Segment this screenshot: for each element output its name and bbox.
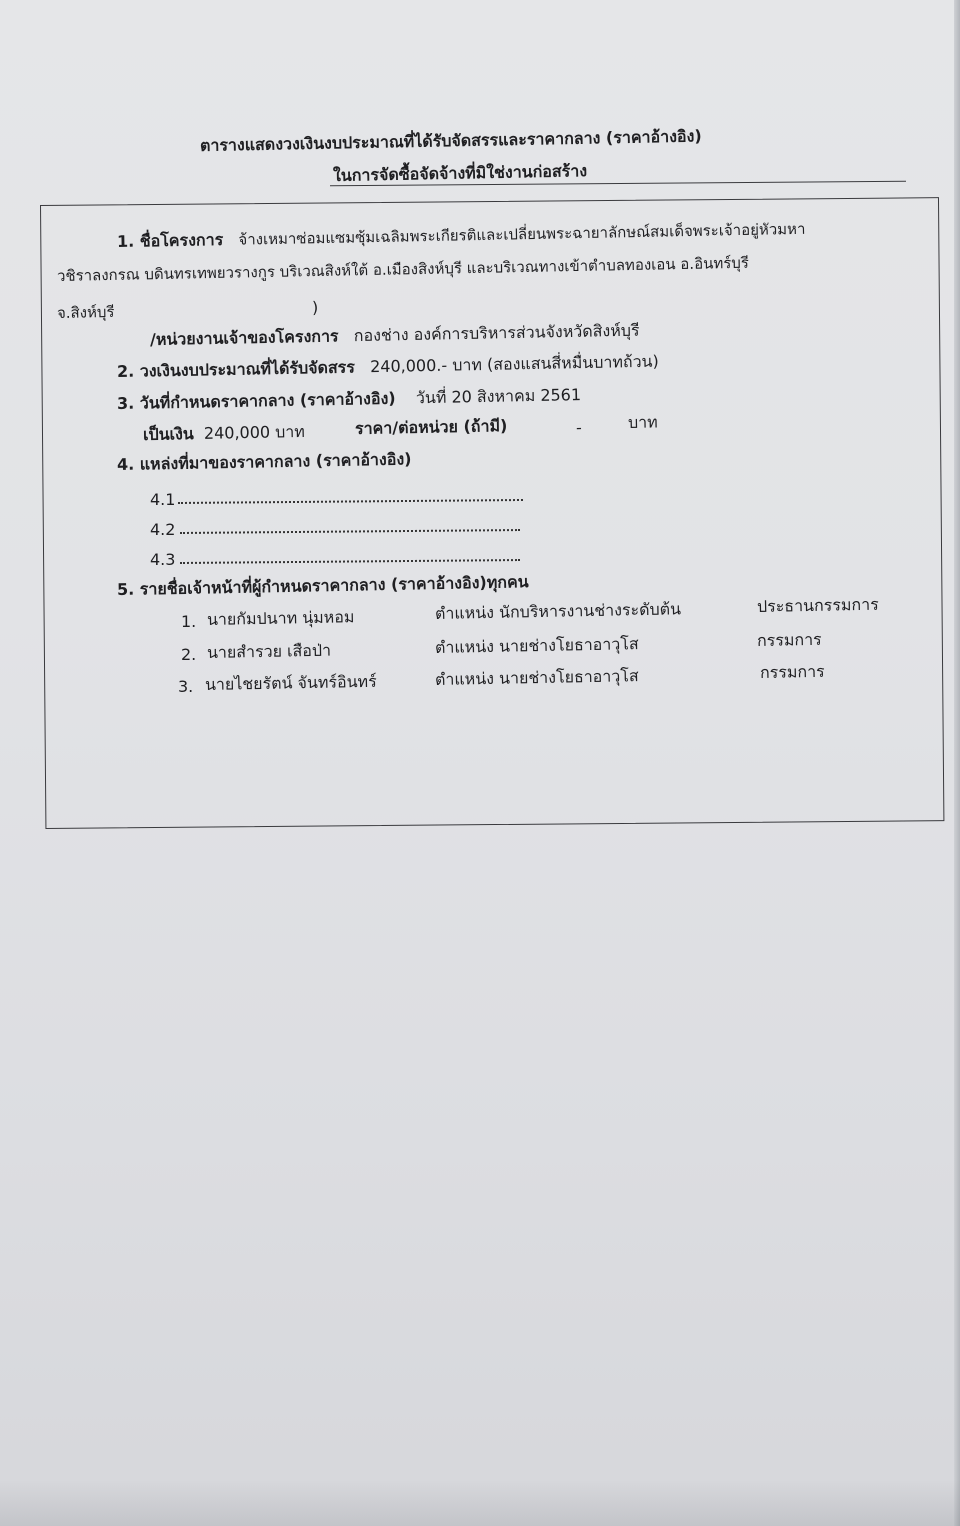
budget-label: 2. วงเงินงบประมาณที่ได้รับจัดสรร: [116, 357, 356, 381]
official-2-no: 2.: [181, 645, 197, 664]
official-2-name: นายสำรวย เสือป่า: [206, 640, 332, 662]
official-1-position: ตำแหน่ง นักบริหารงานช่างระดับต้น: [434, 599, 682, 623]
agency-label: /หน่วยงานเจ้าของโครงการ: [149, 326, 339, 349]
source-line-3: 4.3: [150, 550, 176, 569]
amount-label: เป็นเงิน: [142, 424, 194, 444]
project-label: 1. ชื่อโครงการ: [116, 229, 224, 251]
official-1-no: 1.: [181, 612, 197, 631]
official-1-name: นายกัมปนาท นุ่มหอม: [206, 607, 355, 629]
budget-value: 240,000.- บาท (สองแสนสี่หมื่นบาทถ้วน): [369, 351, 659, 377]
amount-row: [143, 422, 305, 445]
officials-label: 5. รายชื่อเจ้าหน้าที่ผู้กำหนดราคากลาง (ราคาอ้างอิง)ทุกคน: [116, 572, 529, 599]
page-shadow: [0, 1480, 960, 1526]
project-name-line1: จ้างเหมาซ่อมแซมซุ้มเฉลิมพระเกียรติและเปลี่ยนพระฉายาลักษณ์สมเด็จพระเจ้าอยู่หัวมหา: [238, 219, 806, 249]
reference-date-label: 3. วันที่กำหนดราคากลาง (ราคาอ้างอิง): [116, 388, 396, 413]
price-source-label: 4. แหล่งที่มาของราคากลาง (ราคาอ้างอิง): [116, 449, 412, 474]
content-frame: [40, 197, 944, 829]
document-subtitle: ในการจัดซื้อจัดจ้างที่มิใช่งานก่อสร้าง: [332, 161, 588, 185]
source-line-1: 4.1: [150, 490, 176, 509]
reference-date-value: วันที่ 20 สิงหาคม 2561: [415, 385, 582, 408]
official-3-name: นายไชยรัตน์ จันทร์อินทร์: [204, 671, 377, 694]
document-title: ตารางแสดงวงเงินงบประมาณที่ได้รับจัดสรรและราคากลาง (ราคาอ้างอิง): [199, 126, 702, 155]
project-name-line2: วชิราลงกรณ บดินทรเทพยวรางกูร บริเวณสิงห์ใต้ อ.เมืองสิงห์บุรี และบริเวณทางเข้าตำบลทองเอน อ.อินทร์บุรี: [56, 253, 750, 285]
official-3-position: ตำแหน่ง นายช่างโยธาอาวุโส: [434, 666, 639, 689]
project-name-line3: จ.สิงห์บุรี: [56, 302, 115, 322]
agency-value: กองช่าง องค์การบริหารส่วนจังหวัดสิงห์บุรี: [353, 320, 640, 346]
official-3-role: กรรมการ: [759, 661, 825, 682]
unit-price-currency: บาท: [627, 412, 658, 432]
official-2-role: กรรมการ: [756, 629, 822, 650]
project-close-paren: ): [311, 297, 319, 317]
unit-price-label: ราคา/ต่อหน่วย (ถ้ามี): [354, 416, 508, 438]
source-line-2: 4.2: [150, 520, 176, 539]
official-2-position: ตำแหน่ง นายช่างโยธาอาวุโส: [434, 634, 639, 657]
page-edge: [954, 0, 960, 1526]
unit-price-value: -: [575, 417, 582, 437]
amount-value: 240,000 บาท: [203, 421, 306, 443]
official-3-no: 3.: [178, 677, 194, 696]
official-1-role: ประธานกรรมการ: [756, 594, 879, 616]
